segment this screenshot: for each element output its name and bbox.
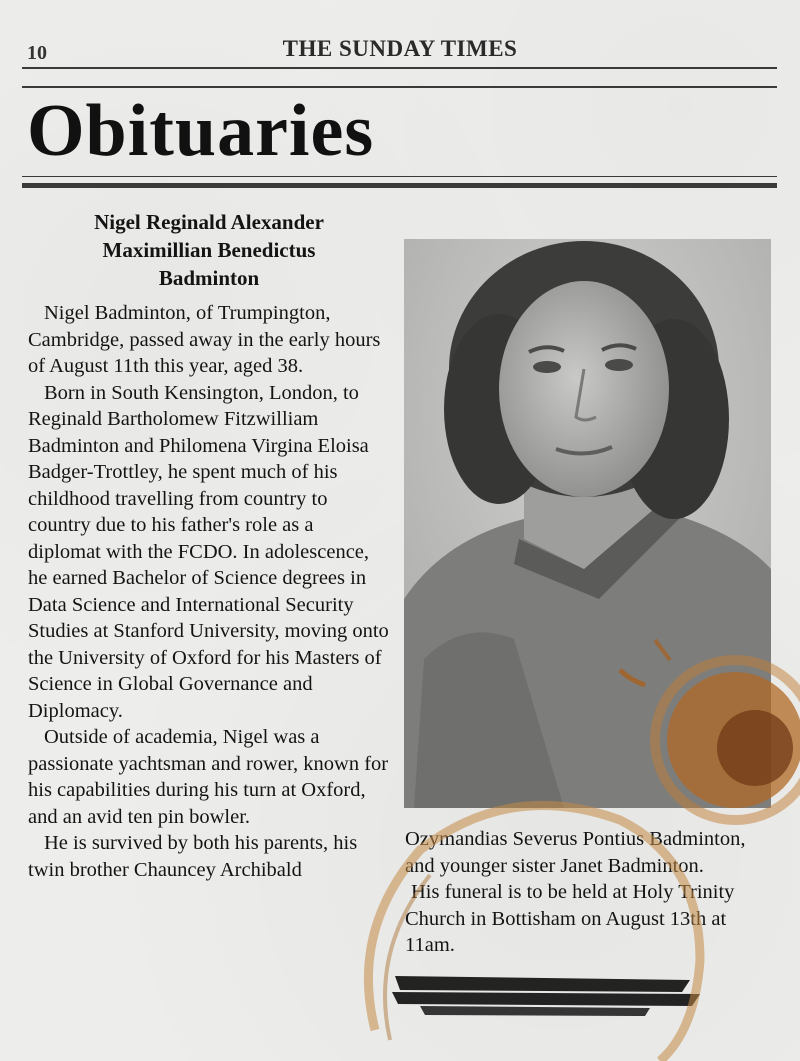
article-paragraph: Nigel Badminton, of Trumpington, Cambridge, passed away in the early hours of August 11th this year, aged 38. (28, 302, 381, 377)
title-bottom-rule-thick (22, 183, 777, 188)
portrait-photo (404, 239, 771, 808)
title-bottom-rule (22, 176, 777, 177)
headline-line: Nigel Reginald Alexander (94, 210, 324, 234)
article-paragraph: Outside of academia, Nigel was a passionate yachtsman and rower, known for his capabilities during his turn at Oxford, and an avid ten pin bowler. (28, 726, 389, 828)
page-number: 10 (27, 42, 47, 64)
article-paragraph: He is survived by both his parents, his twin brother Chauncey Archibald (28, 832, 358, 881)
article-paragraph: His funeral is to be held at Holy Trinity Church in Bottisham on August 13th at 11am. (405, 881, 735, 956)
headline-line: Badminton (158, 266, 260, 290)
masthead: THE SUNDAY TIMES (282, 36, 518, 61)
article-paragraph: Ozymandias Severus Pontius Badminton, and younger sister Janet Badminton. (405, 828, 746, 877)
masthead-rule (22, 67, 777, 69)
portrait-illustration (404, 239, 771, 808)
article-right-column (405, 826, 775, 959)
article-left-column (28, 208, 390, 883)
article-paragraph: Born in South Kensington, London, to Reginald Bartholomew Fitzwilliam Badminton and Philomena Virgina Eloisa Badger-Trottley, he spent much of his childhood travelling from country to country due to his father's role as a diplomat with the FCDO. In adolescence, he earned Bachelor of Science degrees in Data Science and International Security Studies at Stanford University, moving onto the University of Oxford for his Masters of Science in Global Governance and Diplomacy. (28, 381, 389, 722)
headline-line: Maximillian Benedictus (102, 238, 316, 262)
redaction-scribble (390, 968, 705, 1018)
section-title: Obituaries (27, 90, 375, 172)
article-headline (28, 208, 390, 292)
